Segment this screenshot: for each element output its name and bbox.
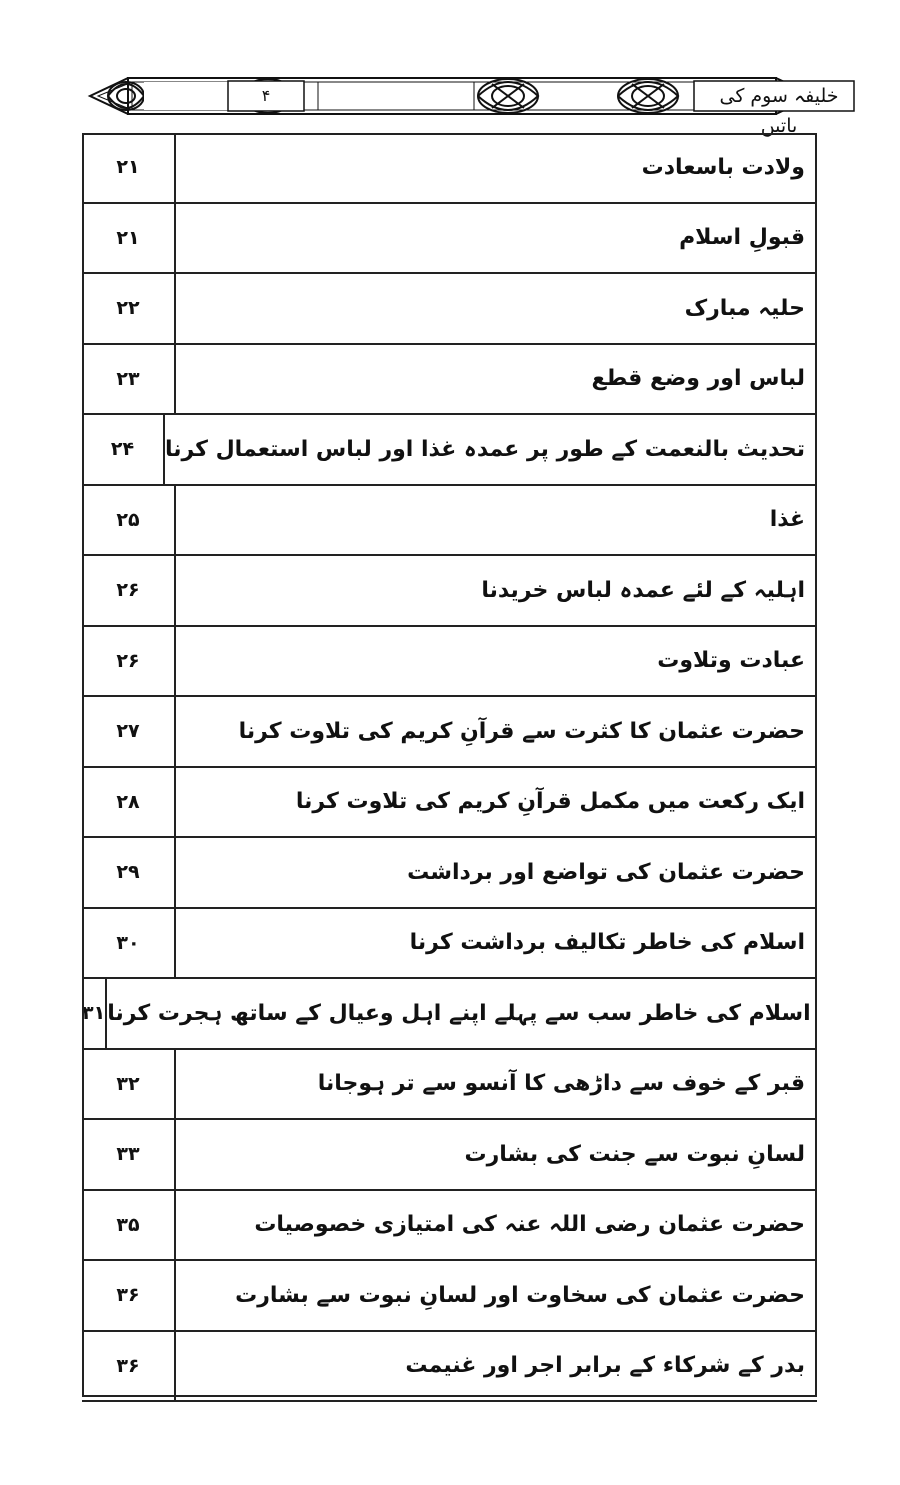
chapter-title: قبولِ اسلام — [679, 225, 805, 251]
page-number-cell: ۳۶ — [82, 1332, 176, 1401]
contents-table — [82, 133, 817, 1402]
page-number-cell: ۲۴ — [82, 415, 165, 484]
chapter-title: حضرت عثمان کی تواضع اور برداشت — [407, 859, 805, 885]
page-number-cell: ۳۳ — [82, 1120, 176, 1189]
chapter-title: عبادت وتلاوت — [657, 648, 805, 674]
page-number-cell: ۲۹ — [82, 838, 176, 907]
page-number-cell: ۲۶ — [82, 627, 176, 696]
page-number-cell: ۳۰ — [82, 909, 176, 978]
chapter-title: لسانِ نبوت سے جنت کی بشارت — [464, 1141, 805, 1167]
table-row — [82, 1120, 817, 1191]
table-row — [82, 1261, 817, 1332]
page-number-cell: ۲۱ — [82, 204, 176, 273]
chapter-title: ایک رکعت میں مکمل قرآنِ کریم کی تلاوت کرنا — [295, 789, 805, 815]
table-row — [82, 1191, 817, 1262]
table-row — [82, 697, 817, 768]
table-row — [82, 627, 817, 698]
page-number: ۴ — [261, 86, 271, 105]
page-number-cell: ۳۱ — [82, 979, 107, 1048]
table-row — [82, 133, 817, 204]
page-number-cell: ۲۶ — [82, 556, 176, 625]
page-number-cell: ۲۲ — [82, 274, 176, 343]
chapter-title: حضرت عثمان کی سخاوت اور لسانِ نبوت سے بشارت — [235, 1282, 805, 1308]
chapter-title: اہلیہ کے لئے عمدہ لباس خریدنا — [481, 577, 805, 603]
table-row — [82, 415, 817, 486]
table-row — [82, 486, 817, 557]
page-number-cell: ۲۷ — [82, 697, 176, 766]
page-number-cell: ۲۱ — [82, 133, 176, 202]
table-row — [82, 274, 817, 345]
table-row — [82, 556, 817, 627]
table-row — [82, 979, 817, 1050]
chapter-title: غذا — [769, 507, 805, 533]
ornamental-header — [88, 72, 839, 137]
page-number-cell: ۳۲ — [82, 1050, 176, 1119]
page-number-cell: ۳۶ — [82, 1261, 176, 1330]
page-number-cell: ۳۵ — [82, 1191, 176, 1260]
table-row — [82, 345, 817, 416]
page-number-cell: ۲۳ — [82, 345, 176, 414]
chapter-title: اسلام کی خاطر تکالیف برداشت کرنا — [409, 930, 805, 956]
chapter-title: تحدیث بالنعمت کے طور پر عمدہ غذا اور لباس استعمال کرنا — [164, 436, 805, 462]
page-number-cell: ۲۵ — [82, 486, 176, 555]
chapter-title: حضرت عثمان رضی اللہ عنہ کی امتیازی خصوصیات — [254, 1212, 805, 1238]
table-row — [82, 1050, 817, 1121]
chapter-title: لباس اور وضع قطع — [591, 366, 805, 392]
book-title: خلیفہ سوم کی باتیں — [719, 85, 839, 137]
chapter-title: حضرت عثمان کا کثرت سے قرآنِ کریم کی تلاوت کرنا — [238, 718, 805, 744]
chapter-title: بدر کے شرکاء کے برابر اجر اور غنیمت — [405, 1353, 805, 1379]
table-row — [82, 838, 817, 909]
table-row — [82, 204, 817, 275]
chapter-title: اسلام کی خاطر سب سے پہلے اپنے اہل وعیال کے ساتھ ہجرت کرنا — [107, 1000, 811, 1026]
table-row — [82, 909, 817, 980]
chapter-title: حلیہ مبارک — [684, 295, 805, 321]
page-number-cell: ۲۸ — [82, 768, 176, 837]
chapter-title: قبر کے خوف سے داڑھی کا آنسو سے تر ہوجانا — [317, 1071, 805, 1097]
chapter-title: ولادت باسعادت — [641, 154, 805, 180]
table-row — [82, 768, 817, 839]
table-row — [82, 1332, 817, 1403]
